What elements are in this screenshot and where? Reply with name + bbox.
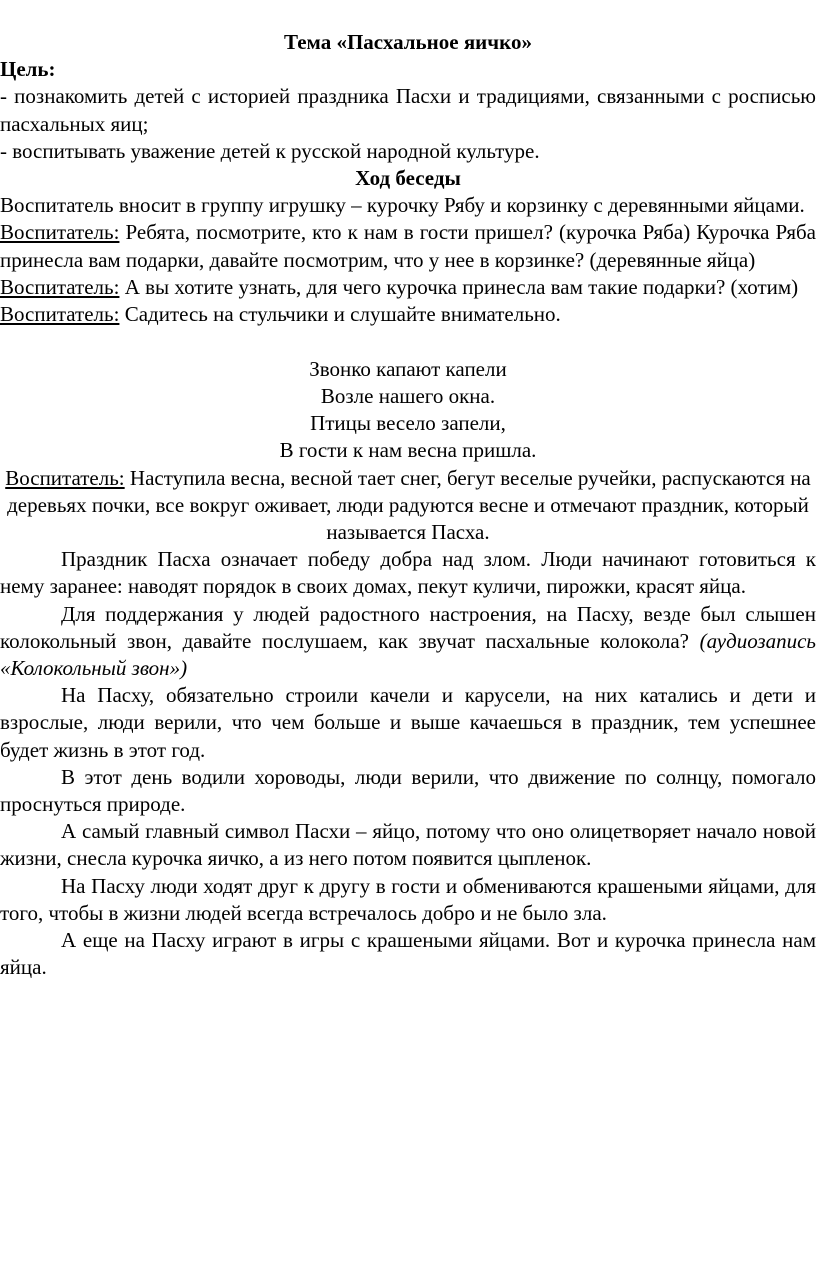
dialogue-line [0, 274, 816, 301]
dialogue-line [0, 219, 816, 273]
dialogue-text: Садитесь на стульчики и слушайте внимательно. [119, 302, 561, 327]
paragraph-text: Для поддержания у людей радостного настроения, на Пасху, везде был слышен колокольный звон, давайте послушаем, как звучат пасхальные колокола? [0, 601, 816, 653]
body-paragraph: Праздник Пасха означает победу добра над злом. Люди начинают готовиться к нему заранее: наводят порядок в своих домах, пекут куличи, пирожки, красят яйца. [0, 547, 816, 599]
speaker-label: Воспитатель: [0, 302, 120, 327]
goal-item: - воспитывать уважение детей к русской народной культуре. [0, 138, 540, 163]
dialogue-text: А вы хотите узнать, для чего курочка принесла вам такие подарки? (хотим) [119, 274, 799, 299]
body-paragraph: На Пасху люди ходят друг к другу в гости и обмениваются крашеными яйцами, для того, чтобы в жизни людей всегда встречалось добро и не было зла. [0, 873, 816, 925]
spring-text: Наступила весна, весной тает снег, бегут веселые ручейки, распускаются на деревьях почки, все вокруг оживает, люди радуются весне и отмечают праздник, который называется Пасха. [7, 465, 811, 544]
document-title: Тема «Пасхальное яичко» [284, 30, 532, 54]
body-paragraph: А самый главный символ Пасхи – яйцо, потому что оно олицетворяет начало новой жизни, снесла курочка яичко, а из него потом появится цыпленок. [0, 819, 816, 871]
poem [0, 356, 816, 465]
goal-label: Цель: [0, 57, 56, 82]
speaker-label: Воспитатель: [5, 465, 125, 490]
dialogue-line [0, 301, 816, 328]
body-paragraph: В этот день водили хороводы, люди верили, что движение по солнцу, помогало проснуться природе. [0, 764, 816, 816]
poem-line: Возле нашего окна. [320, 383, 496, 408]
body-paragraph: А еще на Пасху играют в игры с крашеными яйцами. Вот и курочка принесла нам яйца. [0, 928, 816, 980]
poem-line: В гости к нам весна пришла. [279, 438, 537, 463]
intro-paragraph: Воспитатель вносит в группу игрушку – курочку Рябу и корзинку с деревянными яйцами. [0, 193, 805, 218]
poem-line: Птицы весело запели, [310, 411, 506, 436]
spring-paragraph [0, 465, 816, 547]
speaker-label: Воспитатель: [0, 274, 120, 299]
audio-note: (аудиозапись «Колокольный звон») [0, 628, 816, 680]
goal-item: - познакомить детей с историей праздника Пасхи и традициями, связанными с росписью пасхальных яиц; [0, 84, 816, 136]
document-page [0, 29, 816, 981]
body-paragraph: На Пасху, обязательно строили качели и карусели, на них катались и дети и взрослые, люди верили, что чем больше и выше качаешься в праздник, тем успешнее будет жизнь в этот год. [0, 683, 816, 762]
speaker-label: Воспитатель: [0, 220, 120, 245]
body-paragraph [0, 601, 816, 683]
poem-line: Звонко капают капели [309, 356, 507, 381]
blank-line [0, 328, 816, 356]
section-heading: Ход беседы [355, 166, 461, 191]
dialogue-text: Ребята, посмотрите, кто к нам в гости пришел? (курочка Ряба) Курочка Ряба принесла вам подарки, давайте посмотрим, что у нее в корзинке? (деревянные яйца) [0, 220, 816, 272]
